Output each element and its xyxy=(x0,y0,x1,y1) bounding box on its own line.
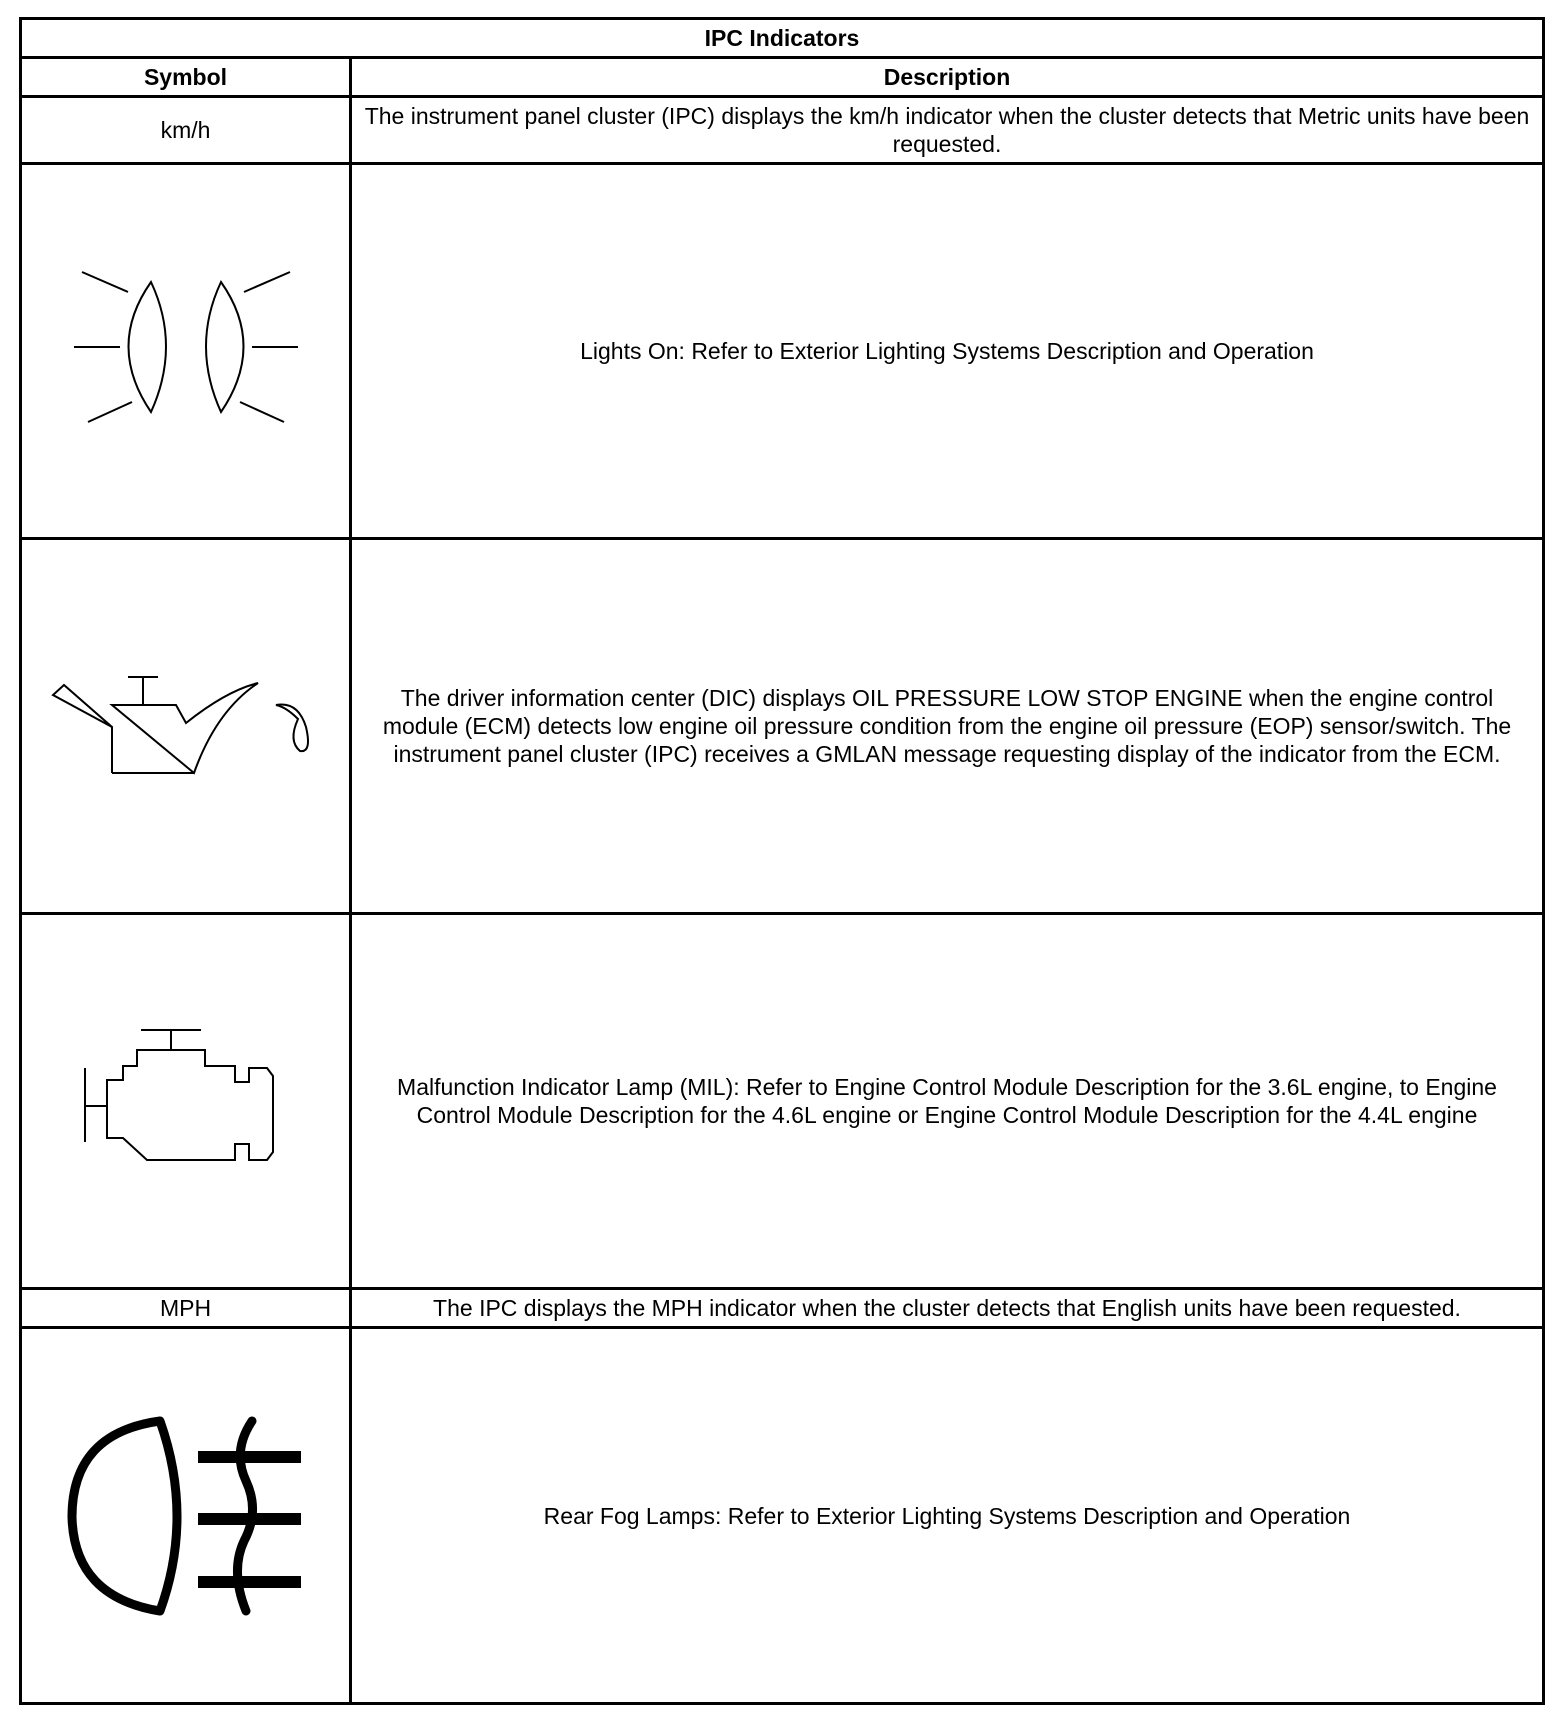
table-header-row xyxy=(21,58,1544,97)
table-row xyxy=(21,539,1544,914)
table-row xyxy=(21,164,1544,539)
description-cell: Lights On: Refer to Exterior Lighting Systems Description and Operation xyxy=(351,164,1544,539)
table-title: IPC Indicators xyxy=(21,19,1544,58)
table-row xyxy=(21,97,1544,164)
oil-can-icon xyxy=(36,671,336,781)
engine-check-icon xyxy=(71,1026,301,1176)
column-header-symbol: Symbol xyxy=(21,58,351,97)
description-cell: Rear Fog Lamps: Refer to Exterior Lighting Systems Description and Operation xyxy=(351,1328,1544,1704)
table-title-row xyxy=(21,19,1544,58)
rear-fog-lamp-icon xyxy=(56,1411,316,1621)
symbol-cell-kmh: km/h xyxy=(21,97,351,164)
symbol-cell-mph: MPH xyxy=(21,1289,351,1328)
headlamps-lights-on-icon xyxy=(46,266,326,436)
table-row xyxy=(21,914,1544,1289)
column-header-description: Description xyxy=(351,58,1544,97)
ipc-indicators-table xyxy=(19,17,1545,1705)
symbol-cell-lights-on xyxy=(21,164,351,539)
table-row xyxy=(21,1289,1544,1328)
symbol-cell-mil xyxy=(21,914,351,1289)
description-cell: The IPC displays the MPH indicator when the cluster detects that English units have been requested. xyxy=(351,1289,1544,1328)
symbol-cell-rear-fog xyxy=(21,1328,351,1704)
symbol-cell-oil-pressure xyxy=(21,539,351,914)
description-cell: The instrument panel cluster (IPC) displays the km/h indicator when the cluster detects that Metric units have been requested. xyxy=(351,97,1544,164)
table-row xyxy=(21,1328,1544,1704)
description-cell: Malfunction Indicator Lamp (MIL): Refer to Engine Control Module Description for the 3.6L engine, to Engine Control Module Description for the 4.6L engine or Engine Control Module Description for the 4.4L engine xyxy=(351,914,1544,1289)
description-cell: The driver information center (DIC) displays OIL PRESSURE LOW STOP ENGINE when the engine control module (ECM) detects low engine oil pressure condition from the engine oil pressure (EOP) sensor/switch. The instrument panel cluster (IPC) receives a GMLAN message requesting display of the indicator from the ECM. xyxy=(351,539,1544,914)
